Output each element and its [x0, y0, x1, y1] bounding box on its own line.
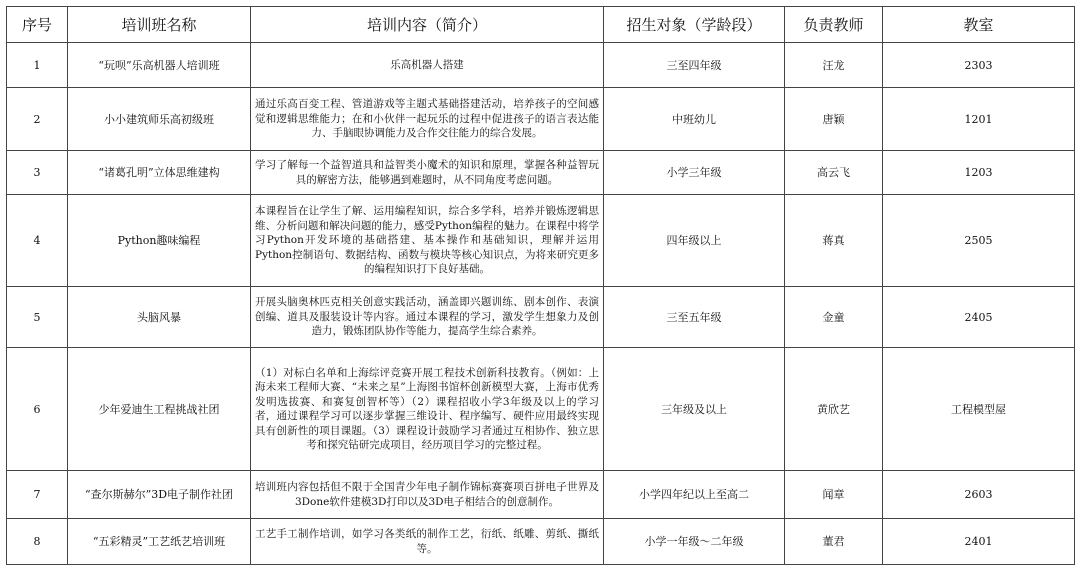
cell-no: 5 — [7, 287, 68, 348]
cell-target: 小学四年纪以上至高二 — [604, 471, 785, 519]
cell-content: （1）对标白名单和上海综评竞赛开展工程技术创新科技教育。（例如：上海未来工程师大赛、“未来之星”上海图书馆杯创新模型大赛，上海市优秀发明选拔赛、和赛复创智杯等）（2）课程招收小学3年级及以上的学习者，通过课程学习可以逐步掌握三维设计、程序编写、硬件应用最终实现具有创新性的项目课题。（3）课程设计鼓励学习者通过互相协作、独立思考和探究钻研完成项目，经历项目学习的完整过程。 — [251, 348, 604, 471]
table-row — [7, 519, 1075, 565]
cell-content: 学习了解每一个益智道具和益智类小魔术的知识和原理，掌握各种益智玩具的解密方法，能够遇到难题时，从不同角度考虑问题。 — [251, 151, 604, 195]
cell-content: 本课程旨在让学生了解、运用编程知识，综合多学科，培养并锻炼逻辑思维、分析问题和解决问题的能力，感受Python编程的魅力。在课程中将学习Python开发环境的基础搭建、基本操作和基础知识，理解并运用Python控制语句、数据结构、函数与模块等核心知识点，为将来研究更多的编程知识打下良好基础。 — [251, 195, 604, 287]
cell-teacher: 黄欣艺 — [785, 348, 883, 471]
cell-no: 1 — [7, 43, 68, 88]
cell-teacher: 闻章 — [785, 471, 883, 519]
cell-name: “玩呗”乐高机器人培训班 — [68, 43, 251, 88]
cell-name: “五彩精灵”工艺纸艺培训班 — [68, 519, 251, 565]
cell-target: 小学一年级～二年级 — [604, 519, 785, 565]
cell-target: 三至五年级 — [604, 287, 785, 348]
cell-target: 三年级及以上 — [604, 348, 785, 471]
cell-room: 工程模型屋 — [883, 348, 1075, 471]
table-row — [7, 43, 1075, 88]
cell-target: 小学三年级 — [604, 151, 785, 195]
cell-name: 小小建筑师乐高初级班 — [68, 88, 251, 151]
cell-room: 2303 — [883, 43, 1075, 88]
table-row — [7, 151, 1075, 195]
header-row — [7, 7, 1075, 43]
cell-room: 2401 — [883, 519, 1075, 565]
cell-target: 三至四年级 — [604, 43, 785, 88]
table-row — [7, 348, 1075, 471]
cell-room: 1201 — [883, 88, 1075, 151]
header-content: 培训内容（简介） — [251, 7, 604, 43]
course-table — [6, 6, 1075, 565]
cell-room: 2405 — [883, 287, 1075, 348]
cell-target: 四年级以上 — [604, 195, 785, 287]
cell-name: “查尔斯赫尔”3D电子制作社团 — [68, 471, 251, 519]
cell-content: 通过乐高百变工程、管道游戏等主题式基础搭建活动，培养孩子的空间感觉和逻辑思维能力；在和小伙伴一起玩乐的过程中促进孩子的语言表达能力、手脑眼协调能力及合作交往能力的综合发展。 — [251, 88, 604, 151]
table-row — [7, 287, 1075, 348]
cell-content: 开展头脑奥林匹克相关创意实践活动，涵盖即兴题训练、剧本创作、表演创编、道具及服装设计等内容。通过本课程的学习，激发学生想象力及创造力，锻炼团队协作等能力，提高学生综合素养。 — [251, 287, 604, 348]
cell-room: 2505 — [883, 195, 1075, 287]
cell-teacher: 唐颖 — [785, 88, 883, 151]
cell-no: 2 — [7, 88, 68, 151]
cell-room: 2603 — [883, 471, 1075, 519]
cell-room: 1203 — [883, 151, 1075, 195]
cell-teacher: 高云飞 — [785, 151, 883, 195]
cell-name: “诸葛孔明”立体思维建构 — [68, 151, 251, 195]
cell-teacher: 金童 — [785, 287, 883, 348]
cell-teacher: 汪龙 — [785, 43, 883, 88]
cell-name: Python趣味编程 — [68, 195, 251, 287]
cell-name: 少年爱迪生工程挑战社团 — [68, 348, 251, 471]
cell-no: 3 — [7, 151, 68, 195]
cell-teacher: 董君 — [785, 519, 883, 565]
cell-content: 培训班内容包括但不限于全国青少年电子制作锦标赛赛项百拼电子世界及3Done软件建模3D打印以及3D电子相结合的创意制作。 — [251, 471, 604, 519]
cell-teacher: 蒋真 — [785, 195, 883, 287]
header-no: 序号 — [7, 7, 68, 43]
header-teacher: 负责教师 — [785, 7, 883, 43]
header-target: 招生对象（学龄段） — [604, 7, 785, 43]
cell-no: 7 — [7, 471, 68, 519]
table-row — [7, 471, 1075, 519]
cell-no: 4 — [7, 195, 68, 287]
cell-content: 乐高机器人搭建 — [251, 43, 604, 88]
header-name: 培训班名称 — [68, 7, 251, 43]
cell-content: 工艺手工制作培训，如学习各类纸的制作工艺，衍纸、纸雕、剪纸、撕纸等。 — [251, 519, 604, 565]
cell-no: 8 — [7, 519, 68, 565]
cell-name: 头脑风暴 — [68, 287, 251, 348]
cell-target: 中班幼儿 — [604, 88, 785, 151]
cell-no: 6 — [7, 348, 68, 471]
table-row — [7, 195, 1075, 287]
table-row — [7, 88, 1075, 151]
header-room: 教室 — [883, 7, 1075, 43]
